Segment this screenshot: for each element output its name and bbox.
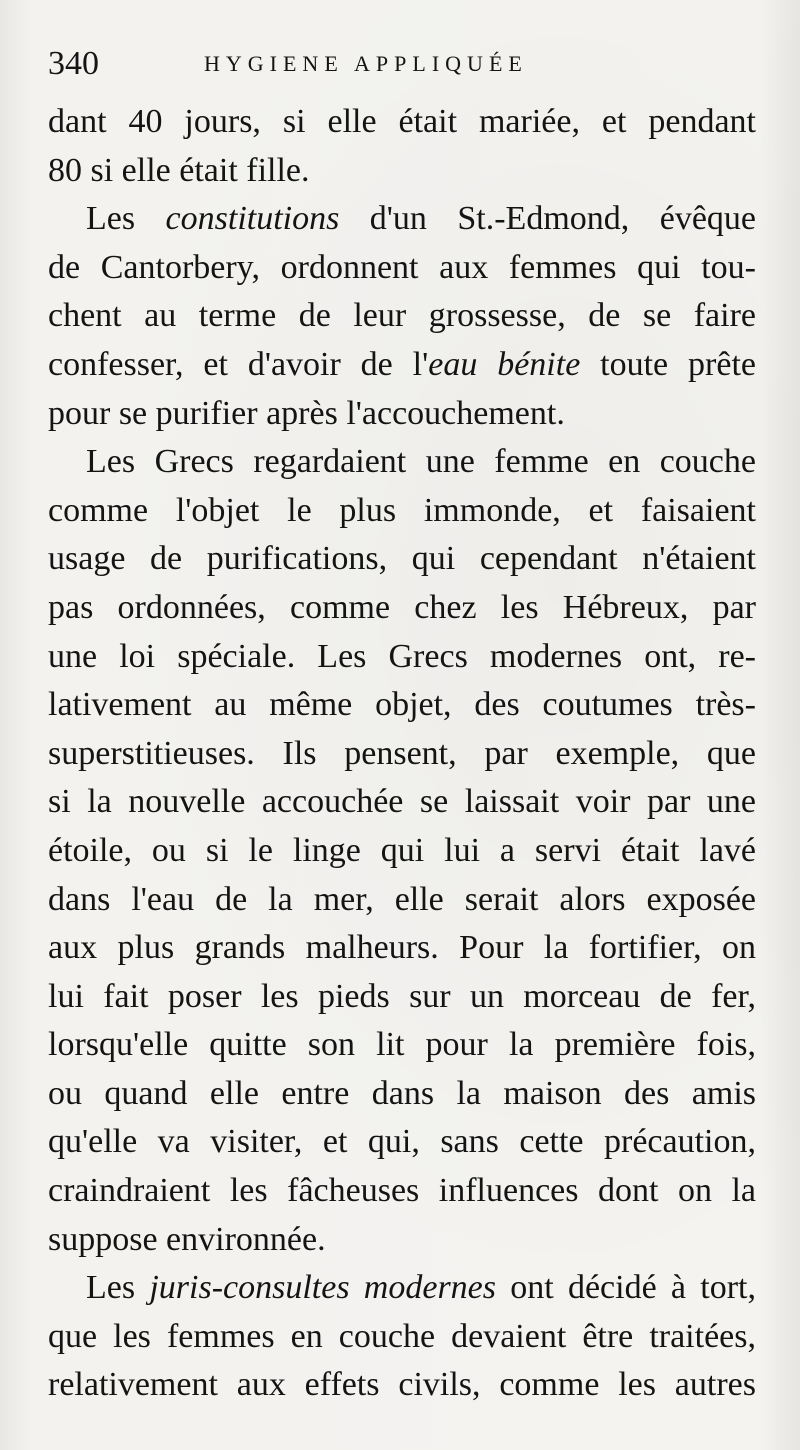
text-line xyxy=(48,778,756,827)
page-header xyxy=(48,42,748,86)
text-line-segment: suppose environnée. xyxy=(48,1220,326,1258)
text-line-segment: usage de purifications, qui cependant n'étaient xyxy=(48,540,756,578)
text-line-segment: aux plus grands malheurs. Pour la fortifier, on xyxy=(48,929,756,967)
text-line xyxy=(48,1264,756,1313)
text-line xyxy=(48,1313,756,1362)
text-line xyxy=(48,341,756,390)
text-line xyxy=(48,390,756,439)
text-line-segment: si la nouvelle accouchée se laissait voir par une xyxy=(48,783,756,821)
text-line xyxy=(48,827,756,876)
text-line xyxy=(48,1216,756,1265)
text-line-segment: dans l'eau de la mer, elle serait alors exposée xyxy=(48,880,756,918)
text-line-segment: d'un St.-Edmond, évêque xyxy=(339,200,756,238)
text-line xyxy=(48,195,756,244)
text-line-segment: Les xyxy=(86,1269,150,1307)
text-line-segment: dant 40 jours, si elle était mariée, et pendant xyxy=(48,103,756,140)
text-line-segment: lorsqu'elle quitte son lit pour la première fois, xyxy=(48,1026,756,1064)
text-line-segment: 80 si elle était fille. xyxy=(48,151,310,189)
running-title: HYGIENE APPLIQUÉE xyxy=(204,51,528,76)
text-line xyxy=(48,147,756,196)
text-line xyxy=(48,730,756,779)
text-line xyxy=(48,681,756,730)
text-line xyxy=(48,487,756,536)
text-line-segment: étoile, ou si le linge qui lui a servi était lavé xyxy=(48,831,756,869)
text-line xyxy=(48,244,756,293)
text-line-segment: toute prête xyxy=(580,345,756,383)
text-line xyxy=(48,973,756,1022)
text-line-segment: relativement aux effets civils, comme les autres xyxy=(48,1366,756,1404)
text-line xyxy=(48,98,756,147)
text-line-segment: craindraient les fâcheuses influences dont on la xyxy=(48,1172,756,1210)
text-line xyxy=(48,1118,756,1167)
text-line-segment: lativement au même objet, des coutumes très- xyxy=(48,686,756,724)
body-text xyxy=(48,98,756,1410)
text-line xyxy=(48,924,756,973)
page-number: 340 xyxy=(48,45,99,82)
text-line-segment: superstitieuses. Ils pensent, par exemple, que xyxy=(48,734,756,772)
text-line-segment: lui fait poser les pieds sur un morceau de fer, xyxy=(48,977,756,1015)
text-line xyxy=(48,1167,756,1216)
text-line xyxy=(48,535,756,584)
text-line xyxy=(48,1070,756,1119)
text-line-segment: ou quand elle entre dans la maison des amis xyxy=(48,1074,756,1112)
text-line-segment: que les femmes en couche devaient être traitées, xyxy=(48,1317,756,1355)
text-line-segment: pour se purifier après l'accouchement. xyxy=(48,394,565,432)
text-line xyxy=(48,633,756,682)
italic-term: eau bénite xyxy=(428,345,581,383)
text-line-segment: de Cantorbery, ordonnent aux femmes qui tou- xyxy=(48,248,756,286)
text-line-segment: Les Grecs regardaient une femme en couche xyxy=(86,443,756,481)
text-line-segment: pas ordonnées, comme chez les Hébreux, par xyxy=(48,588,756,626)
text-line-segment: qu'elle va visiter, et qui, sans cette précaution, xyxy=(48,1123,756,1161)
text-line xyxy=(48,876,756,925)
text-line xyxy=(48,438,756,487)
text-line xyxy=(48,292,756,341)
text-line-segment: une loi spéciale. Les Grecs modernes ont, re- xyxy=(48,637,756,675)
text-line-segment: confesser, et d'avoir de l' xyxy=(48,345,429,383)
italic-term: constitutions xyxy=(165,200,340,238)
text-line-segment: chent au terme de leur grossesse, de se faire xyxy=(48,297,756,335)
italic-term: juris-consultes modernes xyxy=(149,1269,497,1307)
text-line-segment: Les xyxy=(86,200,166,238)
text-line xyxy=(48,1361,756,1410)
text-line-segment: comme l'objet le plus immonde, et faisaient xyxy=(48,491,756,529)
text-line xyxy=(48,584,756,633)
text-line-segment: ont décidé à tort, xyxy=(496,1269,756,1307)
text-line xyxy=(48,1021,756,1070)
